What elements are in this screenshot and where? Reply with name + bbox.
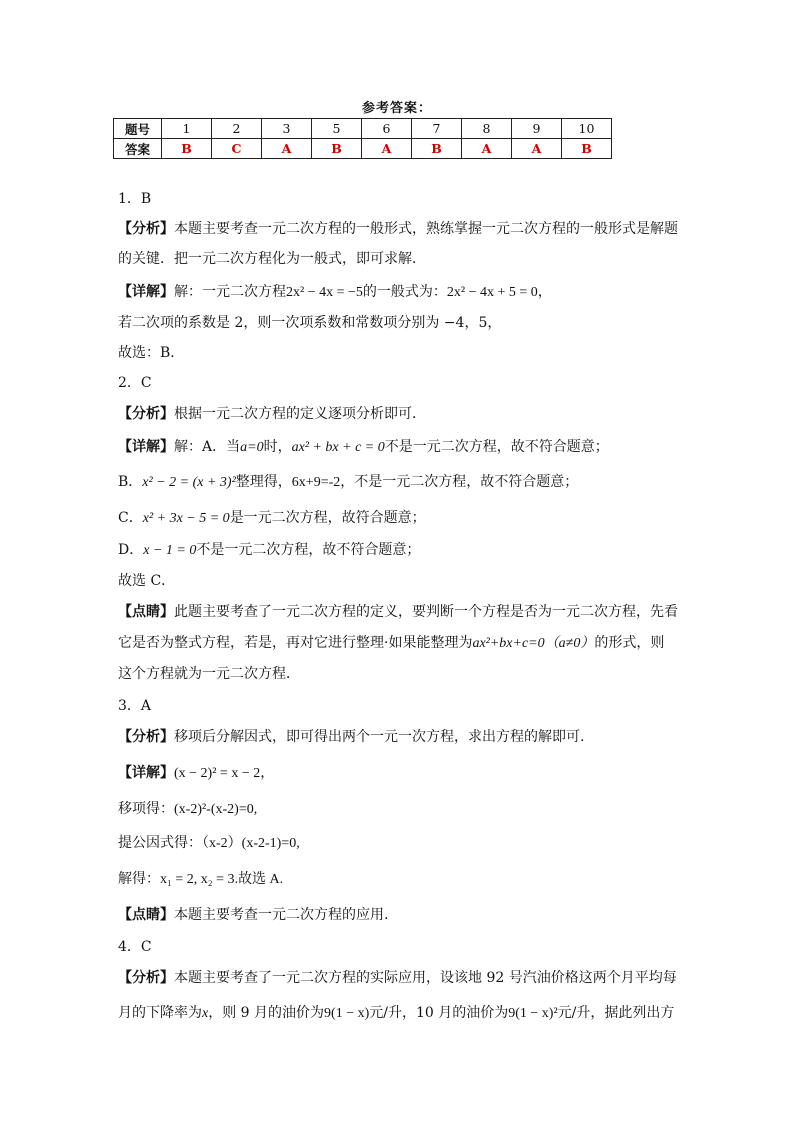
table-cell-answer: A	[462, 139, 512, 159]
remark-tag: 【点睛】	[118, 907, 174, 923]
equation: (x − 2)² = x − 2	[174, 766, 261, 781]
remark-text: 它是否为整式方程，若是，再对它进行整理·如果能整理为	[118, 635, 473, 651]
detail-text: ，不是一元二次方程，故不符合题意；	[340, 474, 579, 490]
equation: x − 1 = 0	[143, 543, 197, 558]
equation: (x-2)²-(x-2)=0,	[174, 802, 258, 817]
table-header-label: 题号	[114, 119, 162, 139]
analysis-text: 根据一元二次方程的定义逐项分析即可．	[174, 406, 426, 422]
table-cell-answer: B	[562, 139, 612, 159]
table-cell-answer: B	[412, 139, 462, 159]
detail-text: D．	[118, 542, 144, 558]
q1-detail-line-2: 若二次项的系数是 2，则一次项系数和常数项分别为 −4，5，	[118, 315, 502, 331]
table-row-numbers	[114, 119, 612, 139]
q2-heading: 2．C	[118, 375, 152, 391]
equation: ax² + bx + c = 0	[291, 440, 385, 455]
analysis-text: ，则 9 月的油价为	[208, 1005, 325, 1021]
q1-detail-line-1	[118, 282, 552, 303]
step-label: 提公因式得：	[118, 835, 202, 851]
equation: ax²+bx+c=0（a≠0）	[472, 636, 595, 651]
remark-text: 本题主要考查一元二次方程的应用.	[174, 907, 389, 923]
q4-analysis-line-2	[118, 1003, 674, 1024]
q3-step-1	[118, 799, 257, 820]
q1-conclusion: 故选：B．	[118, 345, 185, 361]
q3-analysis	[118, 727, 584, 747]
q4-heading: 4．C	[118, 939, 152, 955]
detail-text: 解：A．当	[174, 439, 241, 455]
q3-step-2	[118, 833, 300, 854]
detail-text: C．	[118, 510, 143, 526]
detail-text: B．	[118, 474, 143, 490]
analysis-text: 移项后分解因式，即可得出两个一元一次方程，求出方程的解即可.	[174, 729, 585, 745]
detail-tag: 【详解】	[118, 765, 174, 781]
table-cell-number: 2	[212, 119, 262, 139]
table-cell-answer: B	[162, 139, 212, 159]
detail-text: 解：一元二次方程	[174, 284, 286, 300]
analysis-text: 元/升，据此列出方	[557, 1005, 675, 1021]
q2-remark-line-3: 这个方程就为一元二次方程．	[118, 666, 300, 682]
detail-text: 的一般式为：	[362, 284, 447, 300]
q1-heading: 1．B	[118, 191, 152, 207]
detail-text: 是一元二次方程，故符合题意；	[229, 510, 426, 526]
analysis-text: 本题主要考查一元二次方程的一般形式，熟练掌握一元二次方程的一般形式是解题	[174, 221, 678, 237]
analysis-tag: 【分析】	[118, 970, 174, 986]
table-row-answers	[114, 139, 612, 159]
analysis-text: 元/升，10 月的油价为	[369, 1005, 509, 1021]
q2-detail-option-a	[118, 437, 609, 458]
detail-text: ，	[537, 284, 552, 300]
detail-tag: 【详解】	[118, 284, 174, 300]
q4-analysis-line-1	[118, 968, 677, 988]
table-answer-label: 答案	[114, 139, 162, 159]
analysis-tag: 【分析】	[118, 729, 174, 745]
analysis-tag: 【分析】	[118, 221, 174, 237]
equation: 2x² − 4x + 5 = 0	[446, 285, 538, 300]
equation: x² + 3x − 5 = 0	[142, 511, 230, 526]
table-cell-number: 7	[412, 119, 462, 139]
equation: 9(1 − x)	[324, 1006, 370, 1021]
detail-text: 时，	[263, 439, 292, 455]
equation: x₁ = 2, x₂ = 3	[160, 872, 235, 887]
analysis-tag: 【分析】	[118, 406, 174, 422]
q3-remark	[118, 905, 388, 925]
q1-analysis-line-1	[118, 219, 678, 239]
table-cell-number: 6	[362, 119, 412, 139]
detail-text: ，	[260, 765, 275, 781]
answer-key-title: 参考答案：	[361, 101, 432, 116]
step-label: 解得：	[118, 871, 160, 887]
q2-conclusion: 故选 C．	[118, 573, 176, 589]
equation: 6x+9=-2	[291, 475, 341, 490]
q2-remark-line-2	[118, 633, 664, 654]
q1-analysis-line-2: 的关键．把一元二次方程化为一般式，即可求解．	[118, 251, 426, 267]
table-cell-number: 5	[312, 119, 362, 139]
analysis-text: 月的下降率为	[118, 1005, 202, 1021]
remark-tag: 【点睛】	[118, 604, 174, 620]
table-cell-number: 1	[162, 119, 212, 139]
equation: （x-2）(x-2-1)=0,	[202, 836, 300, 851]
table-cell-answer: C	[212, 139, 262, 159]
q2-detail-option-c	[118, 508, 426, 529]
equation: 2x² − 4x = −5	[286, 285, 363, 300]
q3-detail	[118, 763, 274, 784]
table-cell-number: 9	[512, 119, 562, 139]
q3-step-3	[118, 869, 283, 890]
detail-tag: 【详解】	[118, 439, 174, 455]
detail-text: 整理得，	[235, 474, 292, 490]
table-cell-number: 10	[562, 119, 612, 139]
remark-text: 的形式，则	[594, 635, 665, 651]
equation: x² − 2 = (x + 3)²	[142, 475, 236, 490]
q3-heading: 3．A	[118, 698, 152, 714]
table-cell-answer: A	[262, 139, 312, 159]
table-cell-answer: B	[312, 139, 362, 159]
step-text: .故选 A.	[234, 872, 284, 887]
detail-text: 不是一元二次方程，故不符合题意；	[196, 542, 421, 558]
analysis-text: 本题主要考查了一元二次方程的实际应用，设该地 92 号汽油价格这两个月平均每	[174, 970, 677, 986]
equation: 9(1 − x)²	[508, 1006, 558, 1021]
variable: x	[202, 1006, 209, 1021]
step-label: 移项得：	[118, 801, 174, 817]
equation: a=0	[240, 440, 264, 455]
q2-analysis	[118, 404, 426, 424]
detail-text: 不是一元二次方程，故不符合题意；	[384, 439, 609, 455]
q2-detail-option-b	[118, 472, 578, 493]
q2-detail-option-d	[118, 540, 420, 561]
q2-remark-line-1	[118, 602, 678, 622]
table-cell-number: 8	[462, 119, 512, 139]
table-cell-number: 3	[262, 119, 312, 139]
table-cell-answer: A	[362, 139, 412, 159]
table-cell-answer: A	[512, 139, 562, 159]
answer-table	[113, 118, 612, 159]
remark-text: 此题主要考查了一元二次方程的定义，要判断一个方程是否为一元二次方程，先看	[174, 604, 678, 620]
